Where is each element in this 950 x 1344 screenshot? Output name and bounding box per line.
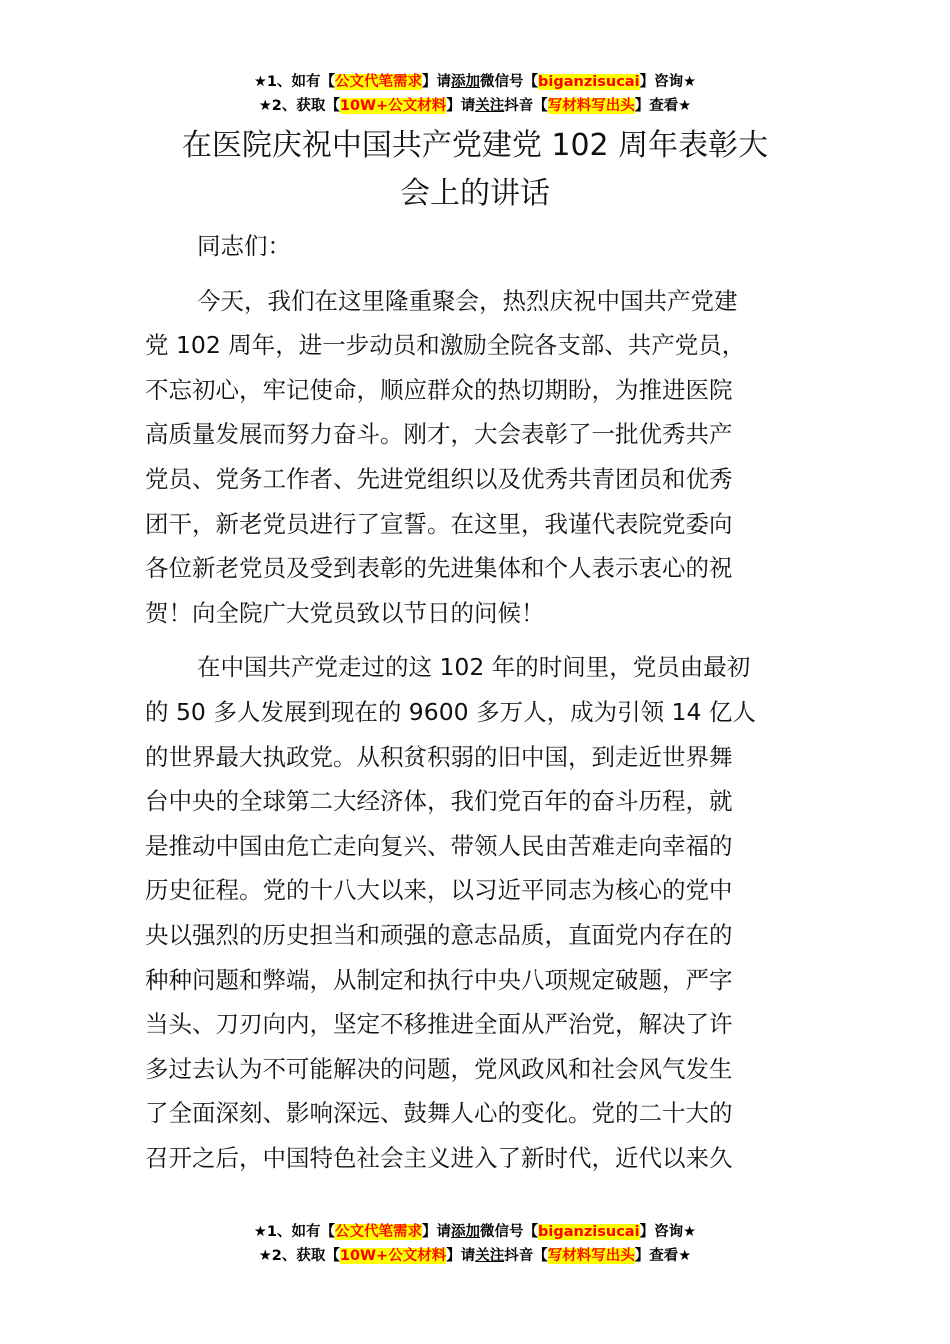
paragraph-2-line: 了全面深刻、影响深远、鼓舞人心的变化。党的二十大的 xyxy=(145,1099,733,1128)
promo-line-1: ★1、如有【公文代笔需求】请添加微信号【biganzisucai】咨询★ xyxy=(253,74,697,90)
paragraph-2-line: 的 50 多人发展到现在的 9600 多万人，成为引领 14 亿人 xyxy=(145,697,756,726)
paragraph-2-line: 的世界最大执政党。从积贫积弱的旧中国，到走近世界舞 xyxy=(145,742,733,771)
promo-line-1: ★1、如有【公文代笔需求】请添加微信号【biganzisucai】咨询★ xyxy=(253,1224,697,1240)
paragraph-1-line: 党员、党务工作者、先进党组织以及优秀共青团员和优秀 xyxy=(145,464,733,493)
paragraph-2-line: 央以强烈的历史担当和顽强的意志品质，直面党内存在的 xyxy=(145,920,733,949)
document-title xyxy=(0,122,950,218)
promo-highlight: 公文代笔需求 xyxy=(335,1224,423,1240)
wechat-id-highlight: biganzisucai xyxy=(538,74,640,90)
promo-highlight: 10W+公文材料 xyxy=(339,98,447,114)
bottom-promo-banner xyxy=(0,1220,950,1268)
douyin-account-highlight: 写材料写出头 xyxy=(547,1248,635,1264)
wechat-id-highlight: biganzisucai xyxy=(538,1224,640,1240)
paragraph-2-line: 种种问题和弊端，从制定和执行中央八项规定破题，严字 xyxy=(145,965,733,994)
paragraph-1-line: 高质量发展而努力奋斗。刚才，大会表彰了一批优秀共产 xyxy=(145,420,733,449)
paragraph-spacer xyxy=(145,635,810,645)
paragraph-2-line: 是推动中国由危亡走向复兴、带领人民由苦难走向幸福的 xyxy=(145,831,733,860)
paragraph-1-line: 今天，我们在这里隆重聚会，热烈庆祝中国共产党建 xyxy=(197,286,738,315)
paragraph-1-line: 团干，新老党员进行了宣誓。在这里，我谨代表院党委向 xyxy=(145,509,733,538)
title-line: 会上的讲话 xyxy=(400,176,550,211)
document-body xyxy=(145,224,810,1180)
salutation: 同志们： xyxy=(197,232,291,260)
paragraph-spacer xyxy=(145,269,810,279)
paragraph-1-line: 不忘初心，牢记使命，顺应群众的热切期盼，为推进医院 xyxy=(145,375,733,404)
promo-line-2: ★2、获取【10W+公文材料】请关注抖音【写材料写出头】查看★ xyxy=(258,98,692,114)
paragraph-2-line: 历史征程。党的十八大以来，以习近平同志为核心的党中 xyxy=(145,876,733,905)
paragraph-2-line: 召开之后，中国特色社会主义进入了新时代，近代以来久 xyxy=(145,1143,733,1172)
top-promo-banner xyxy=(0,70,950,118)
douyin-account-highlight: 写材料写出头 xyxy=(547,98,635,114)
paragraph-2-line: 在中国共产党走过的这 102 年的时间里，党员由最初 xyxy=(197,653,751,682)
paragraph-1-line: 贺！向全院广大党员致以节日的问候！ xyxy=(145,598,545,627)
paragraph-2-line: 当头、刀刃向内，坚定不移推进全面从严治党，解决了许 xyxy=(145,1010,733,1039)
paragraph-1-line: 各位新老党员及受到表彰的先进集体和个人表示衷心的祝 xyxy=(145,554,733,583)
promo-line-2: ★2、获取【10W+公文材料】请关注抖音【写材料写出头】查看★ xyxy=(258,1248,692,1264)
paragraph-2-line: 台中央的全球第二大经济体，我们党百年的奋斗历程，就 xyxy=(145,787,733,816)
promo-highlight: 10W+公文材料 xyxy=(339,1248,447,1264)
title-line: 在医院庆祝中国共产党建党 102 周年表彰大 xyxy=(181,128,769,163)
paragraph-1-line: 党 102 周年，进一步动员和激励全院各支部、共产党员， xyxy=(145,331,746,360)
paragraph-2-line: 多过去认为不可能解决的问题，党风政风和社会风气发生 xyxy=(145,1054,733,1083)
promo-highlight: 公文代笔需求 xyxy=(335,74,423,90)
